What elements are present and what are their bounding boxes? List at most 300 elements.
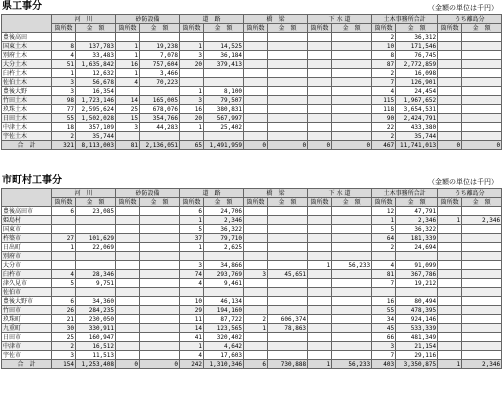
table-cell: 3 (372, 342, 396, 351)
subheader-amount: 金 額 (204, 24, 244, 33)
row-label: 日田市 (2, 333, 52, 342)
table-cell: 4 (116, 78, 140, 87)
table-cell: 171,546 (396, 42, 438, 51)
table-cell (332, 270, 372, 279)
table-cell (332, 288, 372, 297)
row-label: 日出町 (2, 243, 52, 252)
table-cell: 165,005 (140, 96, 180, 105)
table-cell: 74 (180, 270, 204, 279)
table-cell (244, 60, 268, 69)
table-cell (332, 243, 372, 252)
table-cell: 160,947 (76, 333, 116, 342)
table-cell (116, 279, 140, 288)
table-cell (244, 261, 268, 270)
table-cell (438, 42, 462, 51)
table-row (2, 96, 502, 105)
table-cell: 27 (52, 234, 76, 243)
row-label: 国東土木 (2, 42, 52, 51)
table-cell (308, 234, 332, 243)
table-cell: 8,100 (204, 87, 244, 96)
table-cell: 9,751 (76, 279, 116, 288)
subheader-count: 箇所数 (116, 198, 140, 207)
table-cell: 367,786 (396, 270, 438, 279)
table-cell: 25,402 (204, 123, 244, 132)
table-cell: 6 (180, 207, 204, 216)
table-cell: 4 (372, 261, 396, 270)
table-cell: 533,339 (396, 324, 438, 333)
table-cell: 2 (372, 69, 396, 78)
table-cell (52, 261, 76, 270)
table-cell: 678,076 (140, 105, 180, 114)
table-cell: 1 (52, 243, 76, 252)
pref-unit-note: （金額の単位は千円） (428, 4, 498, 12)
table-cell (332, 306, 372, 315)
table-cell (308, 42, 332, 51)
table-cell: 21 (52, 315, 76, 324)
table-cell: 115 (372, 96, 396, 105)
table-cell (268, 105, 308, 114)
table-cell: 19,238 (140, 42, 180, 51)
table-cell: 567,997 (204, 114, 244, 123)
table-cell (462, 279, 502, 288)
table-cell (76, 288, 116, 297)
table-cell: 757,604 (140, 60, 180, 69)
table-cell: 1 (308, 261, 332, 270)
table-cell: 181,339 (396, 234, 438, 243)
table-cell: 16 (372, 297, 396, 306)
table-cell (438, 33, 462, 42)
table-cell (462, 288, 502, 297)
table-cell: 481,349 (396, 333, 438, 342)
subheader-count: 箇所数 (372, 198, 396, 207)
table-cell: 22 (372, 123, 396, 132)
table-cell: 354,766 (140, 114, 180, 123)
table-cell (76, 216, 116, 225)
table-cell (244, 132, 268, 141)
table-cell (52, 288, 76, 297)
table-cell (140, 207, 180, 216)
table-cell (268, 234, 308, 243)
table-cell: 90 (372, 114, 396, 123)
table-cell: 16,098 (396, 69, 438, 78)
total-cell: 11,741,013 (396, 141, 438, 150)
table-cell (308, 315, 332, 324)
table-cell (180, 69, 204, 78)
row-label: 九重町 (2, 324, 52, 333)
table-cell (308, 69, 332, 78)
table-cell (308, 306, 332, 315)
table-cell (308, 333, 332, 342)
table-cell (180, 288, 204, 297)
table-cell: 330,911 (76, 324, 116, 333)
row-label: 別府市 (2, 252, 52, 261)
table-cell (308, 252, 332, 261)
table-cell: 20 (180, 114, 204, 123)
table-row (2, 33, 502, 42)
table-cell: 29 (180, 306, 204, 315)
table-cell (308, 279, 332, 288)
table-cell (268, 351, 308, 360)
table-cell (204, 288, 244, 297)
table-cell: 8 (52, 42, 76, 51)
table-cell: 16 (180, 105, 204, 114)
table-cell (140, 306, 180, 315)
header-row-subcolumns (2, 24, 502, 33)
table-cell: 91,099 (396, 261, 438, 270)
table-row (2, 114, 502, 123)
subheader-amount: 金 額 (332, 198, 372, 207)
table-cell: 4 (52, 270, 76, 279)
table-cell: 37 (180, 234, 204, 243)
table-cell (438, 252, 462, 261)
table-cell: 10 (180, 297, 204, 306)
table-cell (332, 324, 372, 333)
subheader-count: 箇所数 (308, 24, 332, 33)
subheader-count: 箇所数 (52, 198, 76, 207)
table-cell (308, 270, 332, 279)
table-cell: 606,374 (268, 315, 308, 324)
pref-section-title: 県工事分 (2, 1, 42, 12)
table-cell: 284,235 (76, 306, 116, 315)
table-cell: 1,635,842 (76, 60, 116, 69)
table-cell (332, 252, 372, 261)
total-label: 合 計 (2, 141, 52, 150)
table-row (2, 279, 502, 288)
column-group-header: うち離島分 (438, 189, 502, 198)
table-cell (140, 297, 180, 306)
table-cell: 3 (52, 351, 76, 360)
table-cell (268, 78, 308, 87)
table-cell: 4,642 (204, 342, 244, 351)
subheader-count: 箇所数 (116, 24, 140, 33)
total-cell: 0 (268, 141, 308, 150)
table-cell (308, 207, 332, 216)
table-cell (332, 234, 372, 243)
table-cell: 79,710 (204, 234, 244, 243)
table-cell (268, 342, 308, 351)
table-cell (438, 270, 462, 279)
table-cell: 7 (372, 279, 396, 288)
table-cell (462, 252, 502, 261)
table-cell (116, 288, 140, 297)
table-cell: 6 (52, 297, 76, 306)
subheader-count: 箇所数 (438, 198, 462, 207)
subheader-count: 箇所数 (180, 198, 204, 207)
table-cell (332, 207, 372, 216)
table-cell (244, 42, 268, 51)
table-cell (140, 234, 180, 243)
table-cell (140, 87, 180, 96)
table-cell: 11 (180, 315, 204, 324)
table-cell: 64 (372, 234, 396, 243)
table-cell (332, 297, 372, 306)
table-cell (244, 279, 268, 288)
table-cell: 34,360 (76, 297, 116, 306)
table-row (2, 261, 502, 270)
table-cell: 19,212 (396, 279, 438, 288)
table-cell: 7,078 (140, 51, 180, 60)
table-row (2, 105, 502, 114)
table-cell: 380,831 (204, 105, 244, 114)
table-cell: 3,654,531 (396, 105, 438, 114)
table-cell: 1 (180, 342, 204, 351)
table-cell: 4 (180, 351, 204, 360)
table-cell (244, 78, 268, 87)
table-cell: 16,512 (76, 342, 116, 351)
table-row (2, 297, 502, 306)
table-cell: 36,322 (204, 225, 244, 234)
table-cell (268, 69, 308, 78)
table-cell (204, 69, 244, 78)
table-cell (396, 252, 438, 261)
table-cell (438, 243, 462, 252)
total-row (2, 360, 502, 369)
table-cell: 45 (372, 324, 396, 333)
table-cell (438, 324, 462, 333)
table-cell: 1,967,652 (396, 96, 438, 105)
column-group-header: 河 川 (52, 15, 116, 24)
total-cell: 56,233 (332, 360, 372, 369)
total-cell: 3,350,875 (396, 360, 438, 369)
table-cell: 14,525 (204, 42, 244, 51)
table-cell: 56,233 (332, 261, 372, 270)
table-row (2, 315, 502, 324)
table-cell: 70,223 (140, 78, 180, 87)
table-cell: 1 (180, 42, 204, 51)
table-cell: 379,413 (204, 60, 244, 69)
table-cell (140, 252, 180, 261)
table-cell: 34,866 (204, 261, 244, 270)
row-label: 臼杵市 (2, 270, 52, 279)
row-label: 国東市 (2, 225, 52, 234)
table-cell: 18 (52, 123, 76, 132)
table-cell: 33,483 (76, 51, 116, 60)
column-group-header: 橋 梁 (244, 15, 308, 24)
total-cell: 0 (308, 141, 332, 150)
column-group-header: うち離島分 (438, 15, 502, 24)
table-cell (52, 33, 76, 42)
table-cell: 34 (372, 315, 396, 324)
total-cell: 1,253,408 (76, 360, 116, 369)
table-cell: 28,346 (76, 270, 116, 279)
table-cell (268, 60, 308, 69)
subheader-count: 箇所数 (52, 24, 76, 33)
table-cell (332, 60, 372, 69)
table-cell (308, 288, 332, 297)
table-cell: 3 (180, 96, 204, 105)
table-cell (462, 225, 502, 234)
table-cell (438, 261, 462, 270)
table-cell: 45,651 (268, 270, 308, 279)
table-cell: 1 (52, 69, 76, 78)
subheader-amount: 金 額 (76, 24, 116, 33)
table-cell (244, 288, 268, 297)
table-cell (438, 279, 462, 288)
subheader-amount: 金 額 (140, 198, 180, 207)
table-cell (140, 288, 180, 297)
subheader-count: 箇所数 (308, 198, 332, 207)
row-label: 竹田土木 (2, 96, 52, 105)
table-cell: 3 (52, 78, 76, 87)
table-cell (180, 78, 204, 87)
table-cell: 293,769 (204, 270, 244, 279)
table-cell (462, 243, 502, 252)
table-cell: 1,723,146 (76, 96, 116, 105)
table-cell (116, 87, 140, 96)
table-cell (268, 207, 308, 216)
table-cell (52, 216, 76, 225)
table-cell (116, 306, 140, 315)
row-label: 津久見市 (2, 279, 52, 288)
table-cell: 1 (372, 216, 396, 225)
table-cell (308, 60, 332, 69)
table-cell (332, 333, 372, 342)
table-cell: 29,116 (396, 351, 438, 360)
table-cell (462, 42, 502, 51)
table-cell (76, 261, 116, 270)
table-cell (116, 270, 140, 279)
table-cell (140, 324, 180, 333)
table-cell: 1 (116, 69, 140, 78)
table-cell: 14 (180, 324, 204, 333)
table-cell (372, 252, 396, 261)
table-cell (268, 252, 308, 261)
table-cell (438, 51, 462, 60)
table-cell: 30 (52, 324, 76, 333)
table-cell: 87 (372, 60, 396, 69)
total-cell: 0 (462, 141, 502, 150)
table-cell: 9,461 (204, 279, 244, 288)
row-label: 大分土木 (2, 60, 52, 69)
row-label: 豊後大野市 (2, 297, 52, 306)
table-cell: 12,632 (76, 69, 116, 78)
table-cell (438, 288, 462, 297)
table-row (2, 306, 502, 315)
table-cell (268, 333, 308, 342)
table-cell (268, 243, 308, 252)
table-cell (76, 252, 116, 261)
table-cell (140, 243, 180, 252)
row-label: 大分市 (2, 261, 52, 270)
table-cell: 25 (52, 333, 76, 342)
table-cell: 55 (52, 114, 76, 123)
column-group-header: 道 路 (180, 15, 244, 24)
subheader-amount: 金 額 (204, 198, 244, 207)
table-cell (308, 51, 332, 60)
header-corner (2, 15, 52, 33)
table-cell: 41 (180, 333, 204, 342)
table-cell (116, 315, 140, 324)
table-cell: 66 (372, 333, 396, 342)
table-cell: 1 (438, 216, 462, 225)
table-cell (244, 351, 268, 360)
total-cell: 0 (140, 360, 180, 369)
table-row (2, 252, 502, 261)
table-cell (268, 42, 308, 51)
table-cell (308, 105, 332, 114)
total-cell: 2,136,051 (140, 141, 180, 150)
table-cell (244, 51, 268, 60)
table-cell (438, 60, 462, 69)
table-cell (140, 216, 180, 225)
table-cell (308, 132, 332, 141)
table-cell (332, 33, 372, 42)
table-row (2, 225, 502, 234)
table-cell (268, 297, 308, 306)
row-label: 杵築市 (2, 234, 52, 243)
table-cell (462, 342, 502, 351)
table-row (2, 342, 502, 351)
table-row (2, 288, 502, 297)
subheader-count: 箇所数 (438, 24, 462, 33)
table-cell (268, 216, 308, 225)
table-cell (438, 123, 462, 132)
table-cell: 2,346 (462, 216, 502, 225)
table-cell (244, 114, 268, 123)
table-row (2, 351, 502, 360)
table-cell: 194,160 (204, 306, 244, 315)
table-row (2, 234, 502, 243)
table-cell (268, 33, 308, 42)
table-cell (462, 351, 502, 360)
table-cell: 14 (116, 96, 140, 105)
table-cell (116, 297, 140, 306)
column-group-header: 砂防設備 (116, 189, 180, 198)
table-cell: 16,354 (76, 87, 116, 96)
table-cell (244, 123, 268, 132)
table-cell (438, 207, 462, 216)
table-cell (140, 351, 180, 360)
subheader-count: 箇所数 (180, 24, 204, 33)
table-cell (438, 297, 462, 306)
total-cell: 6 (244, 360, 268, 369)
table-row (2, 51, 502, 60)
table-cell (140, 261, 180, 270)
table-cell: 2 (372, 33, 396, 42)
table-cell (332, 132, 372, 141)
table-cell: 79,507 (204, 96, 244, 105)
total-cell: 8,113,003 (76, 141, 116, 150)
table-cell (308, 225, 332, 234)
table-cell: 4 (372, 87, 396, 96)
table-cell (462, 114, 502, 123)
table-row (2, 78, 502, 87)
table-cell (372, 288, 396, 297)
table-cell (244, 333, 268, 342)
table-cell: 101,629 (76, 234, 116, 243)
table-cell: 81 (372, 270, 396, 279)
table-cell: 24,706 (204, 207, 244, 216)
table-cell (140, 225, 180, 234)
total-row (2, 141, 502, 150)
table-cell: 137,783 (76, 42, 116, 51)
subheader-count: 箇所数 (244, 24, 268, 33)
table-cell: 3 (244, 270, 268, 279)
table-row (2, 60, 502, 69)
table-cell: 36,312 (396, 33, 438, 42)
table-cell (462, 132, 502, 141)
column-group-header: 土木事務所合計 (372, 15, 438, 24)
table-cell (438, 69, 462, 78)
table-cell: 1 (180, 87, 204, 96)
table-cell (462, 261, 502, 270)
table-cell: 55 (372, 306, 396, 315)
total-cell: 1 (438, 360, 462, 369)
table-cell (204, 252, 244, 261)
table-cell: 21,154 (396, 342, 438, 351)
table-cell: 24,454 (396, 87, 438, 96)
row-label: 中津市 (2, 342, 52, 351)
